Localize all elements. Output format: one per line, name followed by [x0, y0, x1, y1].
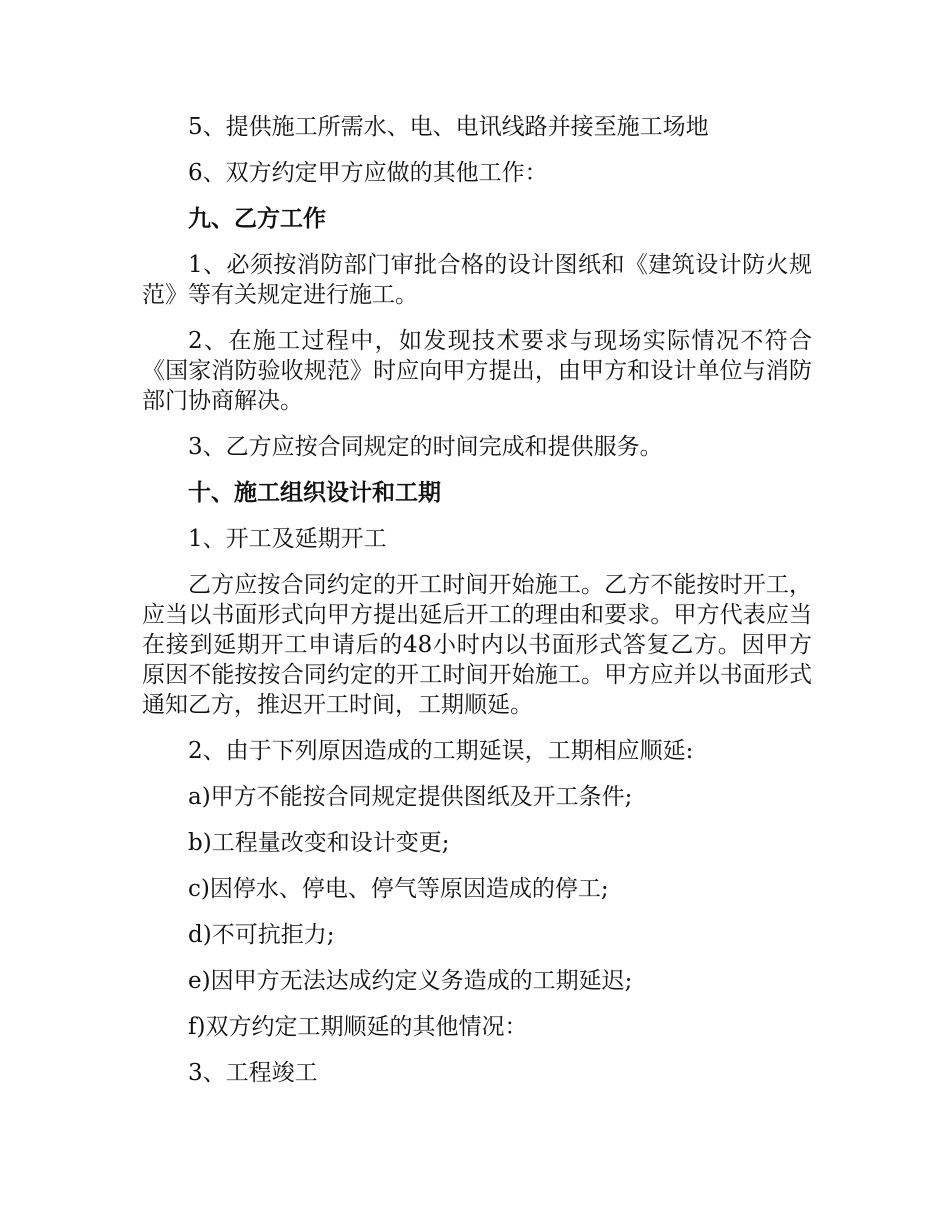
- clause-6-other-duties-party-a: 6、双方约定甲方应做的其他工作：: [188, 160, 548, 186]
- clause-3-completion: 3、工程竣工: [188, 1060, 318, 1086]
- clause-2-construction-process: 2、在施工过程中，如发现技术要求与现场实际情况不符合《国家消防验收规范》时应向甲方提出，由甲方和设计单位与消防部门协商解决。: [142, 328, 812, 414]
- paragraph-start-delay-detail: 乙方应按合同约定的开工时间开始施工。乙方不能按时开工，应当以书面形式向甲方提出延后开工的理由和要求。甲方代表应当在接到延期开工申请后的48小时内以书面形式答复乙方。因甲方原因不能按按合同约定的开工时间开始施工。甲方应并以书面形式通知乙方，推迟开工时间，工期顺延。: [142, 572, 812, 718]
- clause-2-delay-reasons: 2、由于下列原因造成的工期延误，工期相应顺延:: [188, 738, 694, 764]
- list-item-c: c)因停水、停电、停气等原因造成的停工;: [188, 876, 609, 902]
- list-item-f: f)双方约定工期顺延的其他情况：: [188, 1014, 528, 1040]
- document-page: [142, 112, 812, 1104]
- clause-5-utilities: 5、提供施工所需水、电、电讯线路并接至施工场地: [188, 114, 709, 140]
- clause-3-completion-service: 3、乙方应按合同规定的时间完成和提供服务。: [188, 434, 663, 460]
- list-item-b: b)工程量改变和设计变更;: [188, 830, 450, 856]
- clause-1-start-delay: 1、开工及延期开工: [188, 526, 387, 552]
- section-heading-party-b-work: 九、乙方工作: [188, 206, 326, 232]
- list-item-e: e)因甲方无法达成约定义务造成的工期延迟;: [188, 968, 633, 994]
- clause-1-fire-design: 1、必须按消防部门审批合格的设计图纸和《建筑设计防火规范》等有关规定进行施工。: [142, 252, 812, 308]
- list-item-d: d)不可抗拒力;: [188, 922, 335, 948]
- section-heading-schedule: 十、施工组织设计和工期: [188, 480, 441, 506]
- list-item-a: a)甲方不能按合同规定提供图纸及开工条件;: [188, 784, 633, 810]
